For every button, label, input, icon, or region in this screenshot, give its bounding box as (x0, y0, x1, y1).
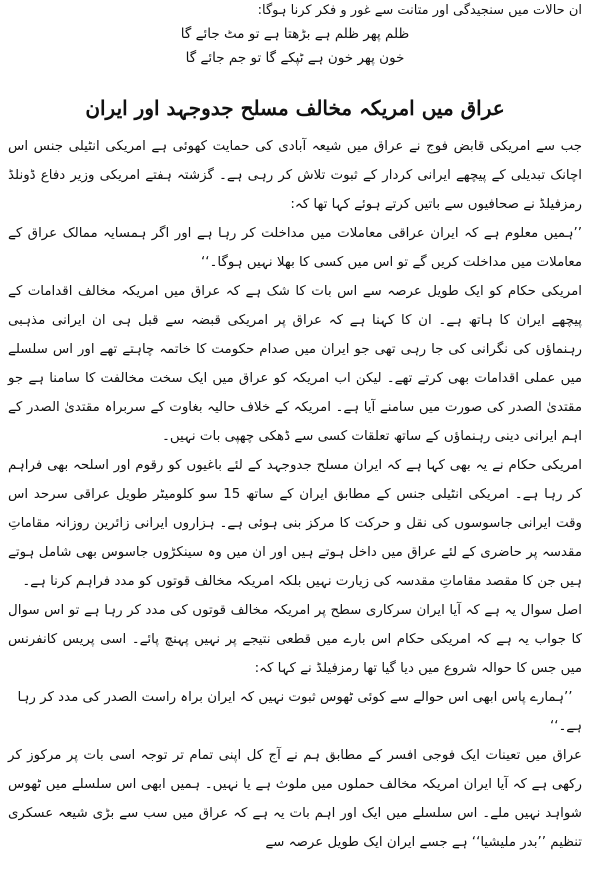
paragraph: عراق میں تعینات ایک فوجی افسر کے مطابق ہم نے آج کل اپنی تمام تر توجہ اسی بات پر مرکوز کر رکھی ہے کہ آیا ایران امریکہ مخالف حملوں میں ملوث ہے یا نہیں۔ ہمیں ابھی اس سلسلے میں ٹھوس شواہد نہیں ملے۔ اس سلسلے میں ایک اور اہم بات یہ ہے کہ عراق میں سب سے بڑی شیعہ عسکری تنظیم ’’بدر ملیشیا‘‘ ہے جسے ایران ایک طویل عرصہ سے (8, 748, 582, 850)
intro-line: ان حالات میں سنجیدگی اور متانت سے غور و فکر کرنا ہوگا: (257, 3, 582, 18)
poetry-verses (8, 22, 582, 70)
quote-paragraph: ’’ہمارے پاس ابھی اس حوالے سے کوئی ٹھوس ثبوت نہیں کہ ایران براہ راست الصدر کی مدد کر رہا ہے۔‘‘ (17, 690, 582, 734)
verse-line: خون پھر خون ہے ٹپکے گا تو جم جائے گا (185, 50, 405, 66)
paragraph: اصل سوال یہ ہے کہ آیا ایران سرکاری سطح پر امریکہ مخالف قوتوں کی مدد کر رہا ہے تو اس سوال کا جواب یہ ہے کہ امریکی حکام اس بارے میں قطعی نتیجے پر نہیں پہنچ پائے۔ اسی پریس کانفرنس میں جس کا حوالہ شروع میں دیا گیا تھا رمزفیلڈ نے کہا کہ: (8, 603, 582, 676)
quote-paragraph: ’’ہمیں معلوم ہے کہ ایران عراقی معاملات میں مداخلت کر رہا ہے اور اگر ہمسایہ ممالک عراق کے معاملات میں مداخلت کریں گے تو اس میں کسی کا بھلا نہیں ہوگا۔‘‘ (8, 226, 582, 270)
paragraph: امریکی حکام کو ایک طویل عرصہ سے اس بات کا شک ہے کہ عراق میں امریکہ مخالف اقدامات کے پیچھے ایران کا ہاتھ ہے۔ ان کا کہنا ہے کہ عراق پر امریکی قبضہ سے قبل ہی ان ایرانی مذہبی رہنماؤں کی نگرانی کی جا رہی تھی جو ایران میں صدام حکومت کا خاتمہ چاہتے تھے اور اس سلسلے میں عملی اقدامات بھی کرتے تھے۔ لیکن اب امریکہ کو عراق میں ایک سخت مخالفت کا سامنا ہے جو مقتدیٰ الصدر کی صورت میں سامنے آیا ہے۔ امریکہ کے خلاف حالیہ بغاوت کے سربراہ مقتدیٰ الصدر کے اہم ایرانی دینی رہنماؤں کے ساتھ تعلقات کسی سے ڈھکی چھپی بات نہیں۔ (8, 284, 582, 444)
article-title: عراق میں امریکہ مخالف مسلح جدوجہد اور ایران (85, 96, 505, 120)
verse-line: ظلم پھر ظلم ہے بڑھتا ہے تو مٹ جائے گا (180, 26, 410, 42)
document-page (8, 0, 582, 877)
paragraph: امریکی حکام نے یہ بھی کہا ہے کہ ایران مسلح جدوجہد کے لئے باغیوں کو رقوم اور اسلحہ بھی فراہم کر رہا ہے۔ امریکی انٹیلی جنس کے مطابق ایران کے ساتھ 15 سو کلومیٹر طویل عراقی سرحد اس وقت ایرانی جاسوسوں کی نقل و حرکت کا مرکز بنی ہوئی ہے۔ ہزاروں ایرانی زائرین روزانہ مقاماتِ مقدسہ پر حاضری کے لئے عراق میں داخل ہوتے ہیں اور ان میں وہ سینکڑوں جاسوس بھی شامل ہوتے ہیں جن کا مقصد مقاماتِ مقدسہ کی زیارت نہیں بلکہ امریکہ مخالف قوتوں کو مدد فراہم کرنا ہے۔ (8, 458, 582, 589)
paragraph: جب سے امریکی قابض فوج نے عراق میں شیعہ آبادی کی حمایت کھوئی ہے امریکی انٹیلی جنس اس اچانک تبدیلی کے پیچھے ایرانی کردار کے ثبوت تلاش کر رہی ہے۔ گزشتہ ہفتے امریکی وزیر دفاع ڈونلڈ رمزفیلڈ نے صحافیوں سے باتیں کرتے ہوئے کہا تھا کہ: (8, 139, 582, 212)
